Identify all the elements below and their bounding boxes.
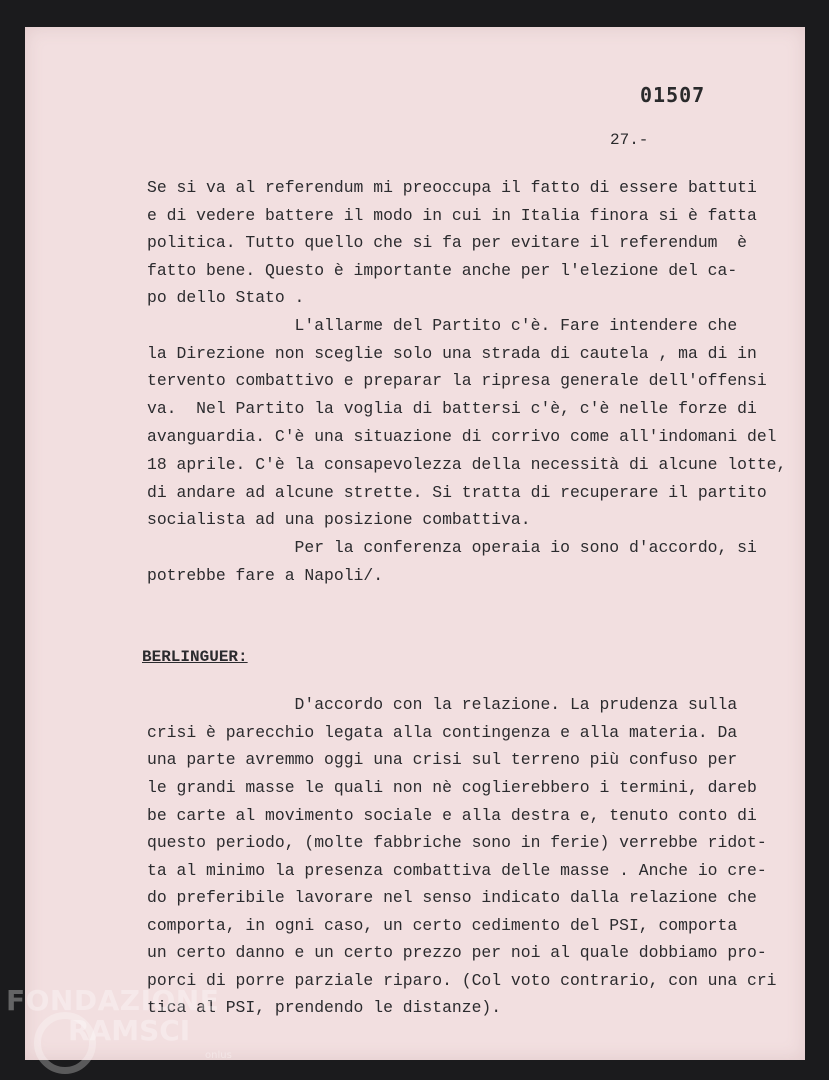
text-line: be carte al movimento sociale e alla destra e, tenuto conto di	[147, 806, 757, 825]
text-line: ta al minimo la presenza combattiva delle masse . Anche io cre-	[147, 861, 767, 880]
text-line: do preferibile lavorare nel senso indicato dalla relazione che	[147, 888, 757, 907]
text-line: socialista ad una posizione combattiva.	[147, 510, 531, 529]
watermark-onlus: onlus	[205, 1050, 232, 1061]
text-line: Se si va al referendum mi preoccupa il fatto di essere battuti	[147, 178, 757, 197]
text-line: 18 aprile. C'è la consapevolezza della necessità di alcune lotte,	[147, 455, 787, 474]
archive-number: 01507	[640, 83, 706, 107]
text-line: D'accordo con la relazione. La prudenza sulla	[147, 695, 738, 714]
text-line: politica. Tutto quello che si fa per evitare il referendum è	[147, 233, 747, 252]
watermark-fondazione: FONDAZIONE	[6, 984, 220, 1017]
text-line: L'allarme del Partito c'è. Fare intendere che	[147, 316, 738, 335]
text-line: la Direzione non sceglie solo una strada di cautela , ma di in	[147, 344, 757, 363]
text-line: porci di porre parziale riparo. (Col voto contrario, con una cri	[147, 971, 777, 990]
page-number: 27.-	[610, 131, 649, 149]
document-page	[25, 27, 805, 1060]
text-line: un certo danno e un certo prezzo per noi al quale dobbiamo pro-	[147, 943, 767, 962]
text-line: Per la conferenza operaia io sono d'accordo, si	[147, 538, 757, 557]
text-line: una parte avremmo oggi una crisi sul terreno più confuso per	[147, 750, 738, 769]
text-line: questo periodo, (molte fabbriche sono in ferie) verrebbe ridot-	[147, 833, 767, 852]
text-line: crisi è parecchio legata alla contingenza e alla materia. Da	[147, 723, 738, 742]
watermark-gramsci: RAMSCI	[68, 1014, 191, 1047]
text-line: tervento combattivo e preparar la ripresa generale dell'offensi	[147, 371, 767, 390]
text-line: va. Nel Partito la voglia di battersi c'è, c'è nelle forze di	[147, 399, 757, 418]
text-line: le grandi masse le quali non nè coglierebbero i termini, dareb	[147, 778, 757, 797]
text-line: potrebbe fare a Napoli/.	[147, 566, 384, 585]
text-line: comporta, in ogni caso, un certo cedimento del PSI, comporta	[147, 916, 738, 935]
text-line: po dello Stato .	[147, 288, 305, 307]
speaker-heading: BERLINGUER:	[142, 648, 248, 666]
text-line: e di vedere battere il modo in cui in Italia finora si è fatta	[147, 206, 757, 225]
text-line: tica al PSI, prendendo le distanze).	[147, 998, 502, 1017]
text-line: avanguardia. C'è una situazione di corrivo come all'indomani del	[147, 427, 777, 446]
text-line: fatto bene. Questo è importante anche per l'elezione del ca-	[147, 261, 738, 280]
text-line: di andare ad alcune strette. Si tratta di recuperare il partito	[147, 483, 767, 502]
